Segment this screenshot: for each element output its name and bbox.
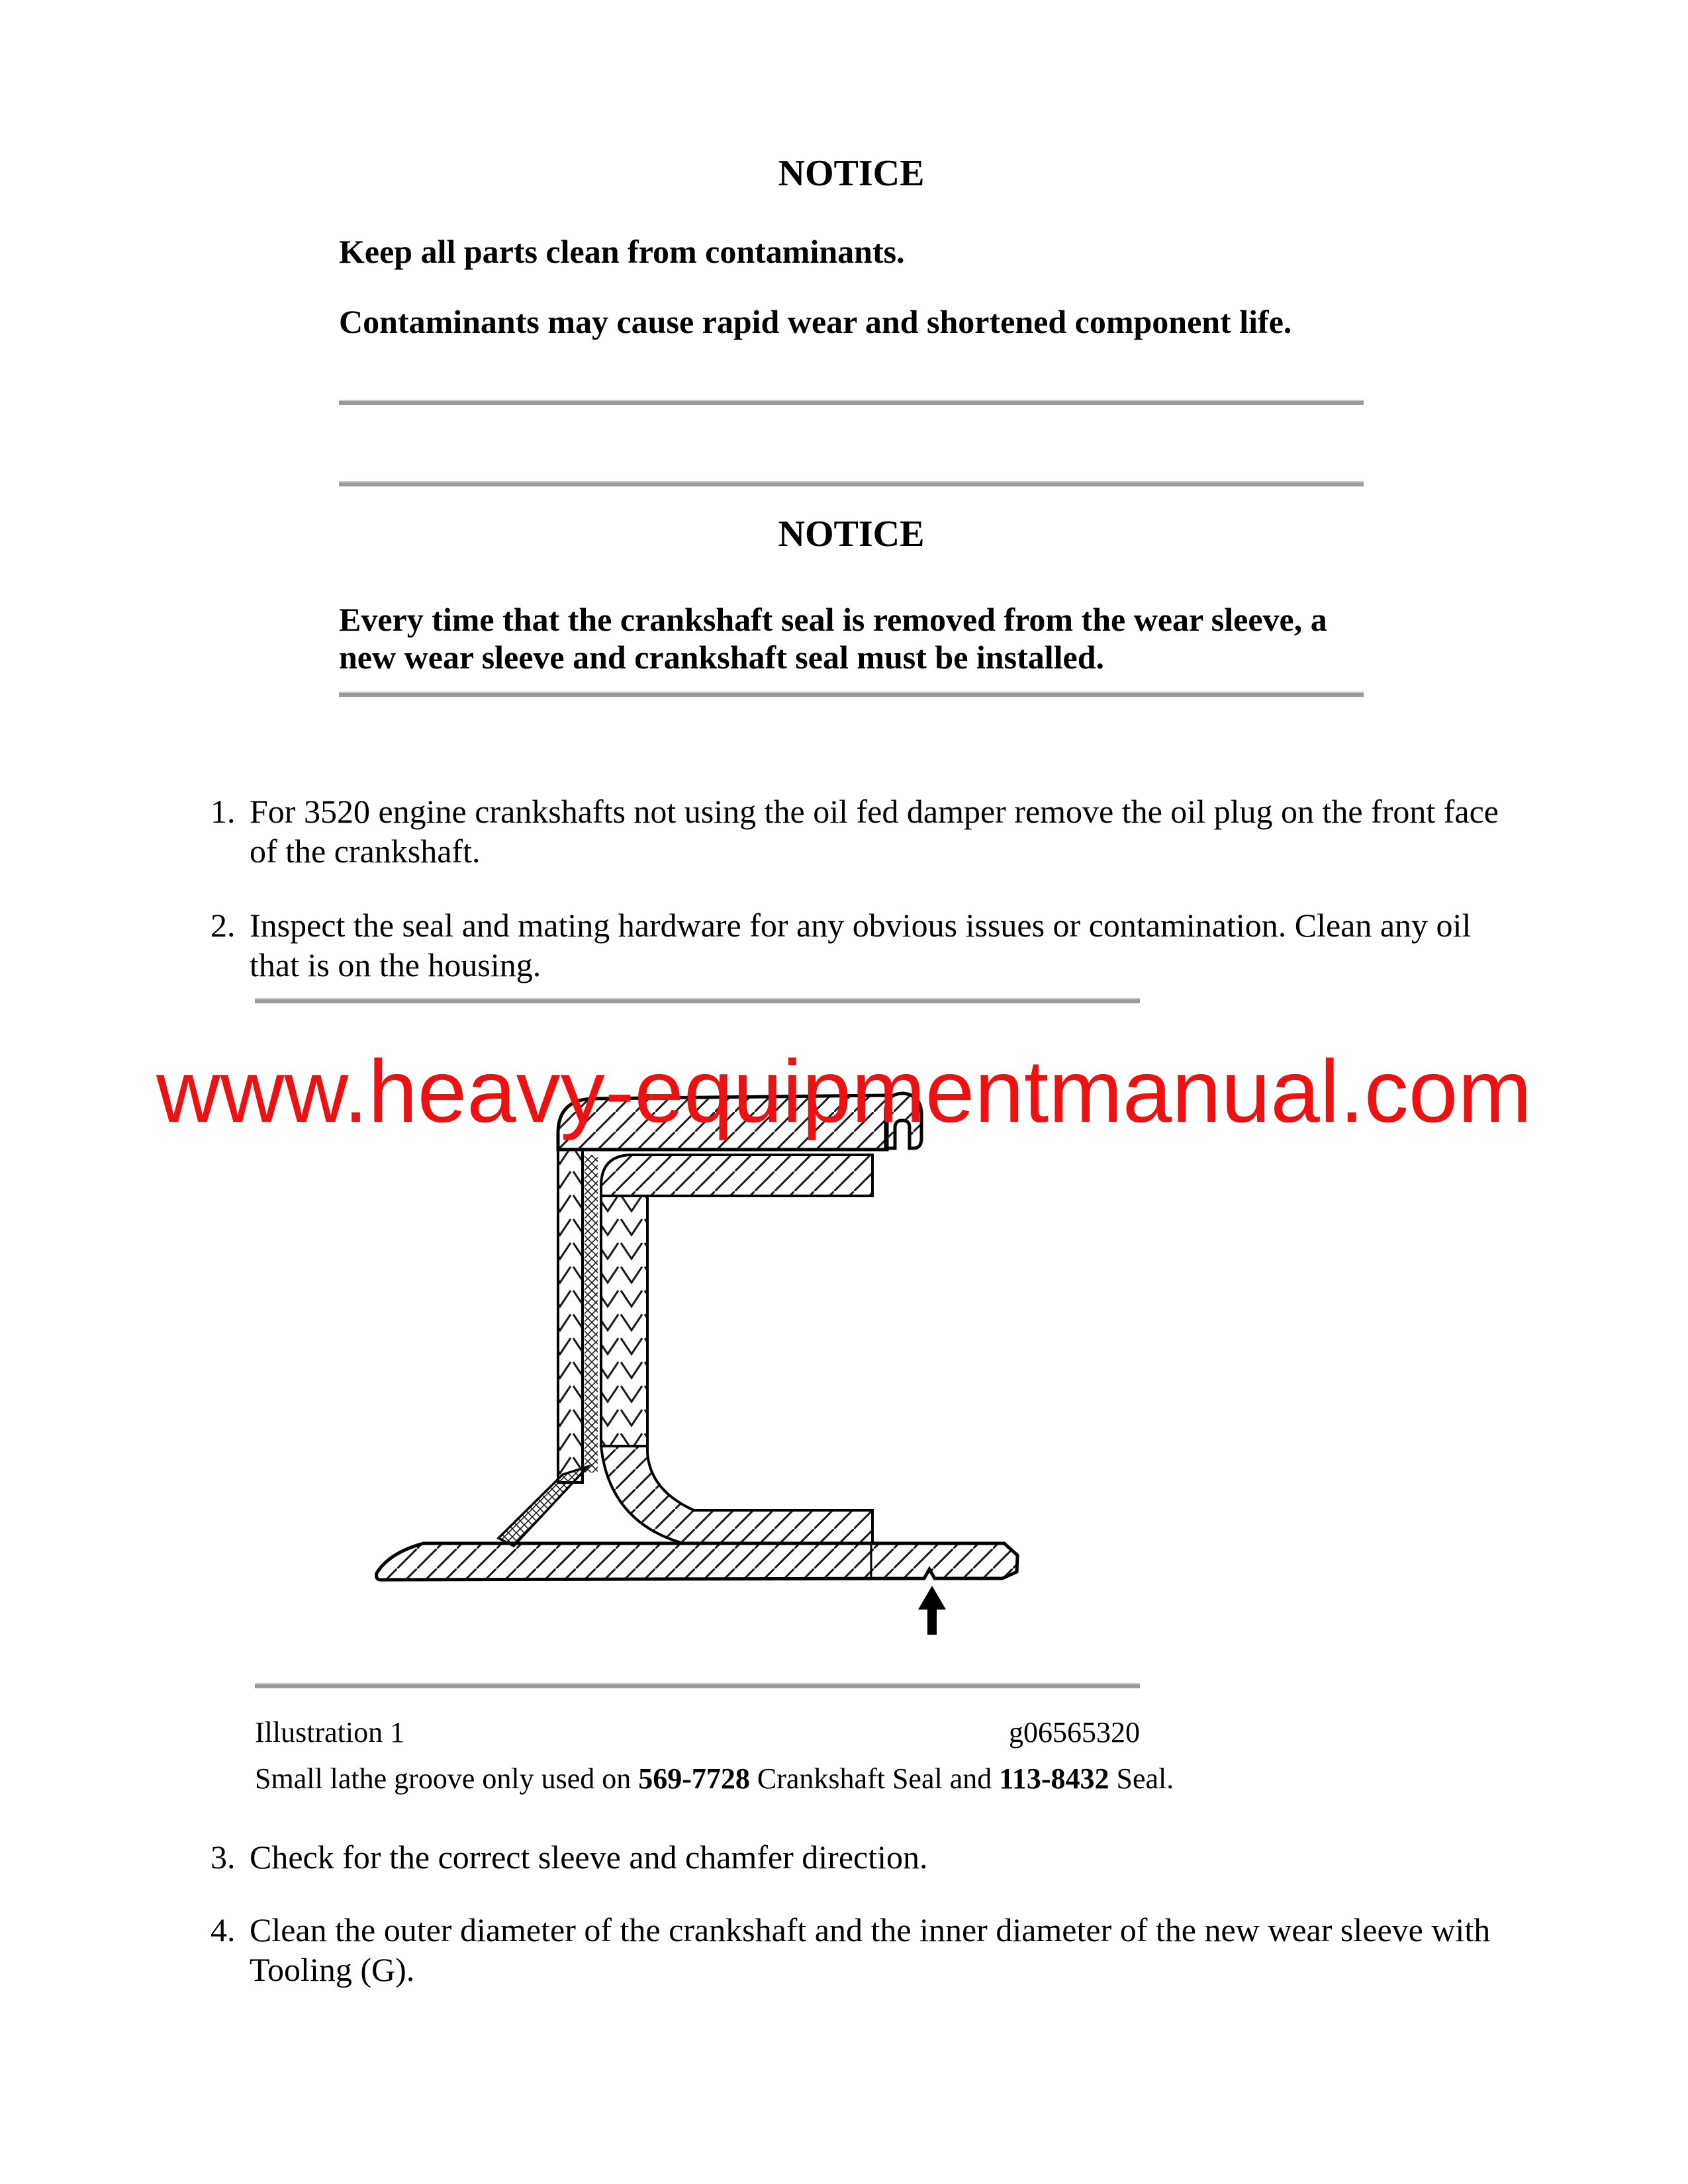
list-number: 3. (211, 1839, 236, 1876)
seal-cross-section-illustration (357, 1079, 1033, 1641)
figure-caption-row (255, 1715, 1140, 1749)
notice-heading-1: NOTICE (778, 153, 925, 194)
seal-outer-bar (558, 1150, 583, 1482)
seal-inner-band (601, 1155, 872, 1196)
seal-inner-bar (601, 1196, 647, 1446)
notice2-paragraph (339, 601, 1372, 676)
divider (339, 481, 1364, 486)
arrow-up-icon (918, 1586, 946, 1635)
figure-caption-label: Illustration 1 (255, 1716, 405, 1749)
notice1-line2: Contaminants may cause rapid wear and shortened component life. (339, 303, 1292, 340)
list-text: Inspect the seal and mating hardware for any obvious issues or contamination. Clean any oil that is on the housing. (250, 907, 1472, 983)
figure-caption-code: g06565320 (1009, 1716, 1140, 1749)
notice2-line1: Every time that the crankshaft seal is removed from the wear sleeve, a (339, 601, 1327, 638)
list-text: Clean the outer diameter of the crankshaft and the inner diameter of the new wear sleeve with Tooling (G). (250, 1911, 1491, 1988)
notice-heading-2: NOTICE (778, 514, 925, 555)
list-text: For 3520 engine crankshafts not using the oil fed damper remove the oil plug on the front face of the crankshaft. (250, 793, 1499, 870)
seal-lip (601, 1446, 872, 1543)
divider (339, 692, 1364, 697)
notice1-line1: Keep all parts clean from contaminants. (339, 233, 905, 270)
seal-spring-strip (585, 1155, 598, 1473)
wear-sleeve (377, 1543, 1017, 1580)
part-number: 113-8432 (999, 1762, 1109, 1795)
list-number: 4. (211, 1911, 236, 1948)
figure-note: Small lathe groove only used on 569-7728 Crankshaft Seal and 113-8432 Seal. (255, 1762, 1174, 1795)
divider (255, 1683, 1140, 1688)
divider (339, 400, 1364, 405)
list-number: 1. (211, 793, 236, 830)
divider (255, 998, 1140, 1003)
list-text: Check for the correct sleeve and chamfer direction. (250, 1839, 928, 1876)
list-number: 2. (211, 907, 236, 944)
part-number: 569-7728 (638, 1762, 750, 1795)
seal-dust-lip (498, 1467, 588, 1546)
notice2-line2: new wear sleeve and crankshaft seal must be installed. (339, 639, 1105, 676)
watermark-text: www.heavy-equipmentmanual.com (156, 1042, 1532, 1141)
